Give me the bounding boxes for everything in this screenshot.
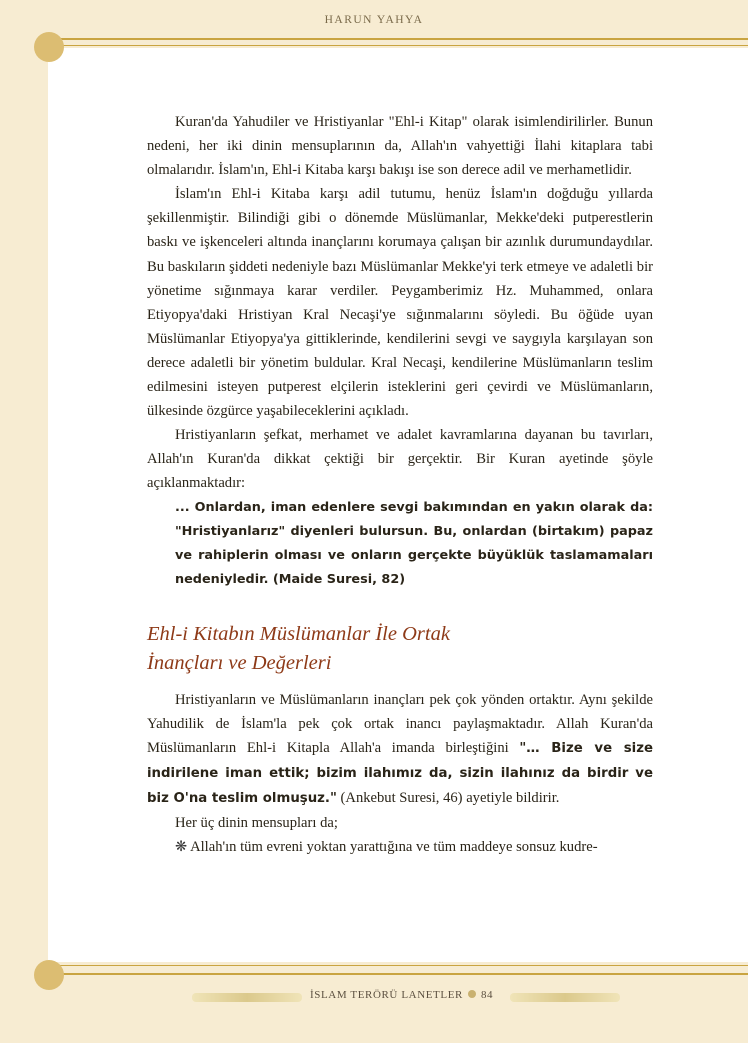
top-circle-ornament bbox=[34, 32, 64, 62]
paragraph-2: İslam'ın Ehl-i Kitaba karşı adil tutumu, henüz İslam'ın doğduğu yıllarda şekillenmiştir. Bilindiği gibi o dönemde Müslümanlar, Mekke'deki putperestlerin baskı ve işkenceleri altında inançlarını korumaya çalışan bir azınlık durumundaydılar. Bu baskıların şiddeti nedeniyle bazı Müslümanlar Mekke'yi terk etmeye ve adaletli bir yönetime sığınmaya karar verdiler. Peygamberimiz Hz. Muhammed, onlara Etiyopya'daki Hristiyan Kral Necaşi'ye sığınmalarını söyledi. Bu öğüde uyan Müslümanlar Etiyopya'ya gittiklerinde, kendilerini sevgi ve saygıyla karşılayan son derece adaletli bir yönetim buldular. Kral Necaşi, kendilerine Müslümanların teslim edilmesini isteyen putperest elçilerin isteklerini geri çevirdi ve Müslümanların, ülkesinde özgürce yaşabileceklerini açıkladı. bbox=[147, 186, 653, 420]
verse-quote: ... Onlardan, iman edenlere sevgi bakımından en yakın olarak da: "Hristiyanlarız" diyenleri bulursun. Bu, onlardan (birtakım) papaz ve rahiplerin olması ve onların gerçekte büyüklük taslamamaları nedeniyledir. (Maide Suresi, 82) bbox=[175, 499, 653, 587]
paragraph-5: Her üç dinin mensupları da; bbox=[175, 814, 338, 831]
footer-dot-icon bbox=[468, 990, 476, 998]
paragraph-4-start: Hristiyanların ve Müslümanların inançları pek çok yönden ortaktır. Aynı şekilde Yahudilik de İslam'la pek çok ortak inancı paylaşmaktadır. Allah Kuran'da Müslümanların Ehl-i Kitapla Allah'a imanda birleştiğini bbox=[147, 691, 653, 756]
paragraph-4 bbox=[147, 688, 653, 811]
running-header: HARUN YAHYA bbox=[324, 14, 424, 26]
footer-title: İSLAM TERÖRÜ LANETLER bbox=[310, 989, 463, 1001]
bullet-item bbox=[147, 835, 653, 859]
bottom-rule-thin bbox=[48, 965, 748, 966]
bottom-rule bbox=[48, 973, 748, 975]
paragraph-4-end: (Ankebut Suresi, 46) ayetiyle bildirir. bbox=[336, 789, 560, 806]
bottom-circle-ornament bbox=[34, 960, 64, 990]
footer-ornament-right bbox=[510, 993, 620, 1002]
paragraph-1: Kuran'da Yahudiler ve Hristiyanlar "Ehl-i Kitap" olarak isimlendirilirler. Bunun nedeni, her iki dinin mensuplarının da, Allah'ın vahyettiği İlahi kitaplara tabi olmalarıdır. İslam'ın, Ehl-i Kitaba karşı bakışı ise son derece adil ve merhametlidir. bbox=[147, 114, 653, 179]
footer-ornament-left bbox=[192, 993, 302, 1002]
body-text bbox=[147, 110, 653, 859]
section-heading-line-2: İnançları ve Değerleri bbox=[147, 651, 332, 674]
paragraph-4-verse: "… Bize ve size indirilene iman ettik; bizim ilahımız da, sizin ilahınız da birdir ve biz O'na teslim olmuşuz." bbox=[147, 740, 653, 806]
bullet-icon: ❋ bbox=[175, 839, 188, 856]
paragraph-3: Hristiyanların şefkat, merhamet ve adalet kavramlarına dayanan bu tavırları, Allah'ın Kuran'da dikkat çektiği bir gerçektir. Bir Kuran ayetinde şöyle açıklanmaktadır: bbox=[147, 427, 653, 492]
section-heading bbox=[147, 620, 653, 678]
footer-text bbox=[310, 989, 493, 1001]
section-heading-line-1: Ehl-i Kitabın Müslümanlar İle Ortak bbox=[147, 622, 450, 645]
bullet-text: Allah'ın tüm evreni yoktan yarattığına ve tüm maddeye sonsuz kudre- bbox=[187, 839, 598, 856]
top-rule bbox=[48, 38, 748, 40]
top-rule-thin bbox=[48, 45, 748, 46]
page-number: 84 bbox=[480, 989, 494, 1001]
footer bbox=[0, 989, 748, 1007]
